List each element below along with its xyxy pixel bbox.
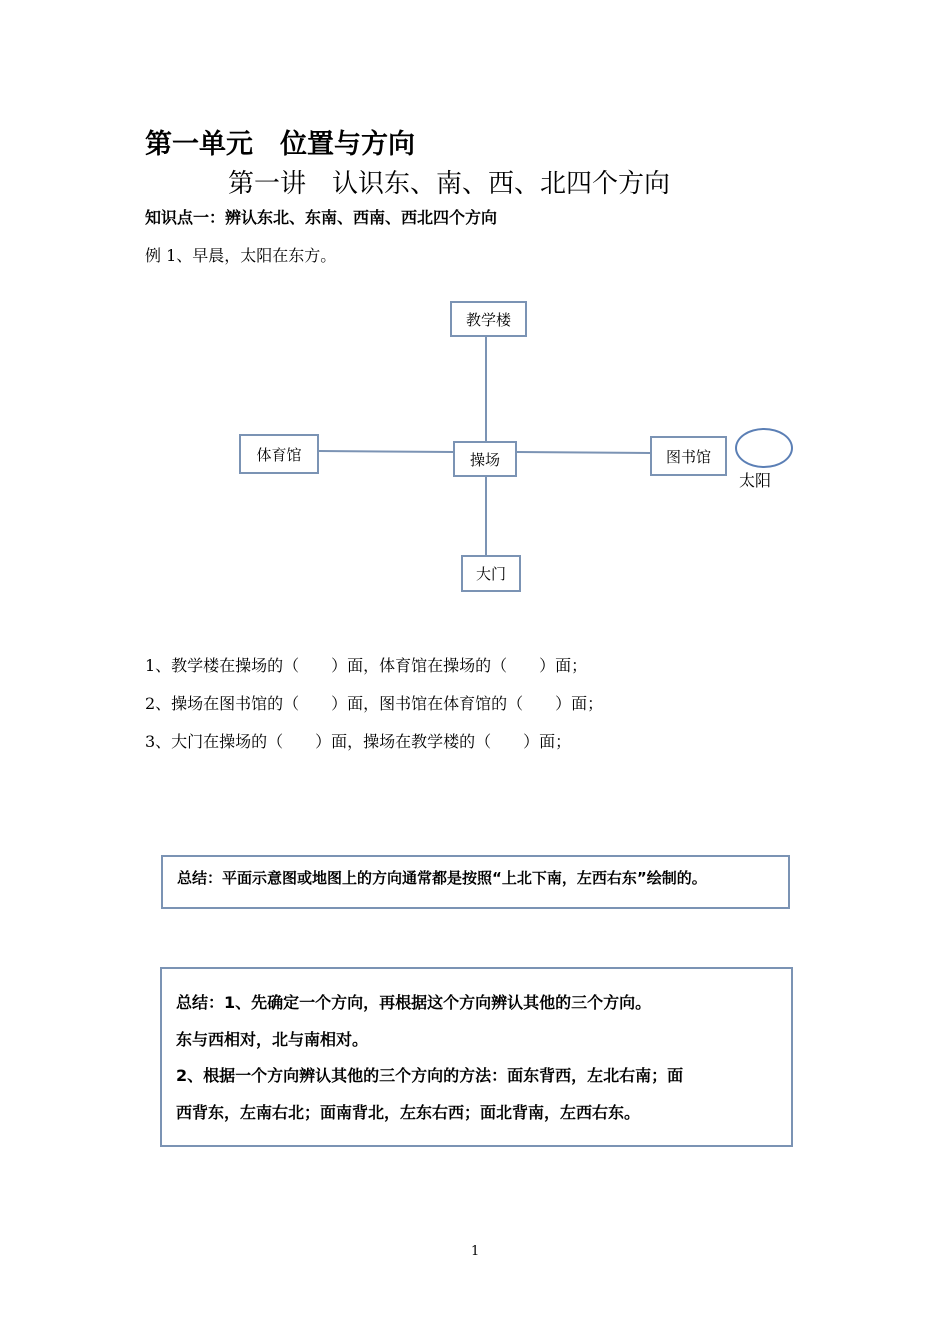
summary-box-2 <box>160 967 793 1147</box>
summary-2-line-2: 东与西相对，北与南相对。 <box>176 1029 369 1049</box>
connector-east <box>517 452 650 453</box>
node-gate <box>461 555 521 592</box>
summary-1-text: 总结：平面示意图或地图上的方向通常都是按照“上北下南，左西右东”绘制的。 <box>177 869 707 887</box>
node-playground <box>453 441 517 477</box>
node-teaching-building <box>450 301 527 337</box>
summary-box-1 <box>161 855 790 909</box>
example-text: 例 1、早晨，太阳在东方。 <box>145 246 337 265</box>
node-library <box>650 436 727 476</box>
sun-label: 太阳 <box>739 471 772 490</box>
question-1: 1、教学楼在操场的（ ）面，体育馆在操场的（ ）面； <box>145 656 588 675</box>
node-label: 体育馆 <box>256 445 302 464</box>
sun-ellipse <box>735 428 793 468</box>
node-label: 图书馆 <box>665 447 711 466</box>
knowledge-point-heading: 知识点一：辨认东北、东南、西南、西北四个方向 <box>145 208 498 227</box>
page-number: 1 <box>471 1244 480 1259</box>
question-3: 3、大门在操场的（ ）面，操场在教学楼的（ ）面； <box>145 732 572 751</box>
summary-2-line-1: 总结：1、先确定一个方向，再根据这个方向辨认其他的三个方向。 <box>176 993 652 1012</box>
summary-2-line-3: 2、根据一个方向辨认其他的三个方向的方法：面东背西，左北右南；面 <box>176 1066 684 1085</box>
node-gymnasium <box>239 434 319 474</box>
lesson-title: 第一讲 认识东、南、西、北四个方向 <box>228 169 671 199</box>
node-label: 教学楼 <box>465 310 511 329</box>
summary-2-line-4: 西背东，左南右北；面南背北，左东右西；面北背南，左西右东。 <box>176 1102 641 1122</box>
node-label: 大门 <box>475 565 506 583</box>
question-2: 2、操场在图书馆的（ ）面，图书馆在体育馆的（ ）面； <box>145 694 604 713</box>
node-label: 操场 <box>469 450 500 469</box>
unit-title: 第一单元 位置与方向 <box>145 129 415 160</box>
connector-west <box>319 451 454 452</box>
